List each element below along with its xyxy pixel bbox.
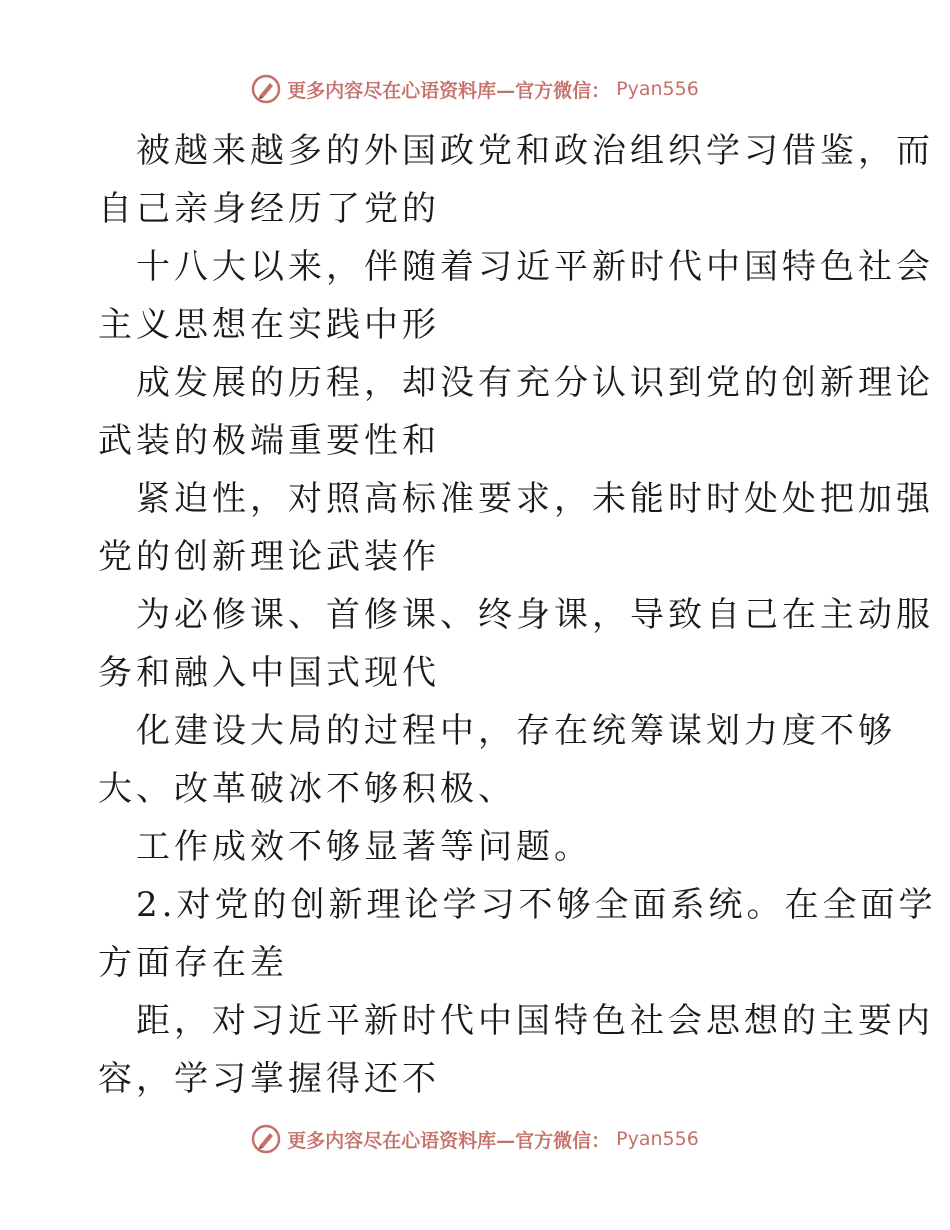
- pen-logo-icon: [251, 74, 281, 104]
- document-body: [98, 122, 937, 1108]
- text-line: 自己亲身经历了党的: [98, 189, 440, 229]
- text-line: 工作成效不够显著等问题。: [136, 827, 592, 867]
- text-line: 务和融入中国式现代: [98, 653, 440, 693]
- footer-banner: [0, 1124, 950, 1154]
- text-line: 方面存在差: [98, 943, 288, 983]
- header-banner: [0, 74, 950, 104]
- text-line: 2.对党的创新理论学习不够全面系统。在全面学: [136, 885, 937, 925]
- banner-text: 更多内容尽在心语资料库—官方微信：: [287, 79, 611, 102]
- banner-wechat-id: Pyan556: [616, 1128, 699, 1150]
- text-line: 为必修课、首修课、终身课，导致自己在主动服: [136, 595, 934, 635]
- text-line: 紧迫性，对照高标准要求，未能时时处处把加强: [136, 479, 934, 519]
- text-line: 化建设大局的过程中，存在统筹谋划力度不够: [136, 711, 896, 751]
- text-line: 成发展的历程，却没有充分认识到党的创新理论: [136, 363, 934, 403]
- text-line: 党的创新理论武装作: [98, 537, 440, 577]
- text-line: 武装的极端重要性和: [98, 421, 440, 461]
- text-line: 大、改革破冰不够积极、: [98, 769, 516, 809]
- banner-text: 更多内容尽在心语资料库—官方微信：: [287, 1129, 611, 1152]
- text-line: 十八大以来，伴随着习近平新时代中国特色社会: [136, 247, 934, 287]
- text-line: 主义思想在实践中形: [98, 305, 440, 345]
- text-line: 被越来越多的外国政党和政治组织学习借鉴，而: [136, 131, 934, 171]
- banner-wechat-id: Pyan556: [616, 78, 699, 100]
- pen-logo-icon: [251, 1124, 281, 1154]
- text-line: 距，对习近平新时代中国特色社会思想的主要内: [136, 1001, 934, 1041]
- text-line: 容，学习掌握得还不: [98, 1059, 440, 1099]
